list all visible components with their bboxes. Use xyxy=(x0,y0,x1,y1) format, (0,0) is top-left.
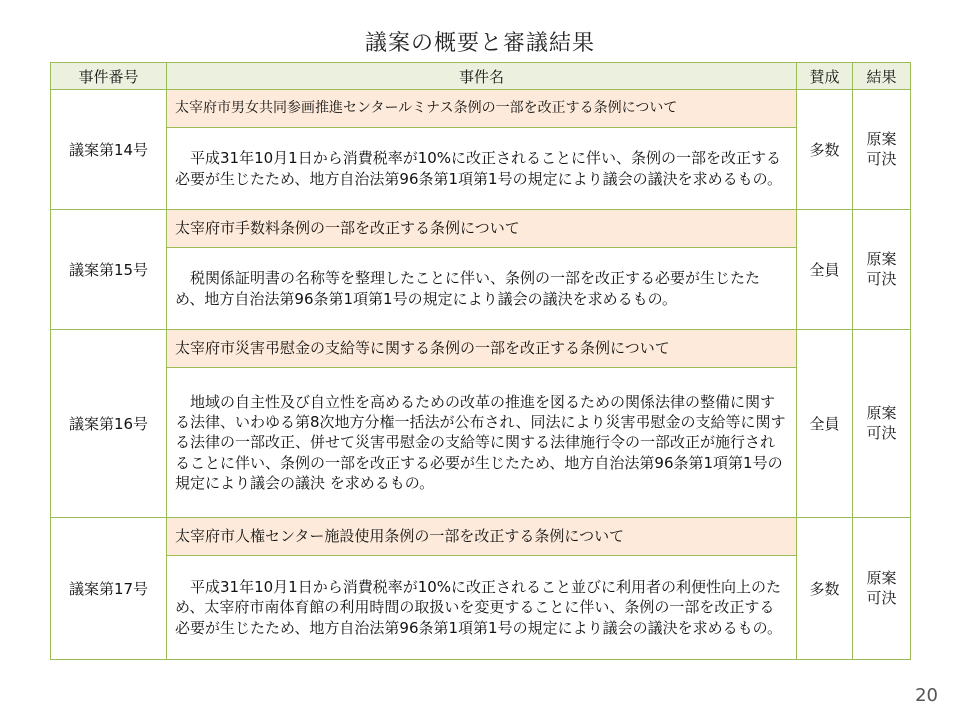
decision-line2: 可決 xyxy=(866,149,897,168)
agenda-table xyxy=(50,62,911,660)
table-row-detail xyxy=(51,368,911,518)
table-header-row xyxy=(51,63,911,90)
table-row-detail xyxy=(51,128,911,210)
case-name: 太宰府市手数料条例の一部を改正する条例について xyxy=(167,210,797,248)
case-number: 議案第14号 xyxy=(51,90,167,210)
case-description: 地域の自主性及び自立性を高めるための改革の推進を図るための関係法律の整備に関する法律、いわゆる第8次地方分権一括法が公布され、同法により災害弔慰金の支給等に関する法律の一部改正、併せて災害弔慰金の支給等に関する法律施行令の一部改正が施行されることに伴い、条例の一部を改正する必要が生じたため、地方自治法第96条第1項第1号の規定により議会の議決 を求めるもの。 xyxy=(167,368,797,518)
header-name: 事件名 xyxy=(167,63,797,90)
case-number: 議案第15号 xyxy=(51,210,167,330)
case-number: 議案第16号 xyxy=(51,330,167,518)
header-vote: 賛成 xyxy=(797,63,853,90)
case-number: 議案第17号 xyxy=(51,518,167,660)
vote-result: 多数 xyxy=(797,518,853,660)
decision xyxy=(853,210,911,330)
page-number: 20 xyxy=(915,685,938,706)
case-description: 平成31年10月1日から消費税率が10%に改正されること並びに利用者の利便性向上のため、太宰府市南体育館の利用時間の取扱いを変更することに伴い、条例の一部を改正する必要が生じたため、地方自治法第96条第1項第1号の規定により議会の議決を求めるもの。 xyxy=(167,556,797,660)
table-row-detail xyxy=(51,556,911,660)
case-name: 太宰府市人権センター施設使用条例の一部を改正する条例について xyxy=(167,518,797,556)
vote-result: 多数 xyxy=(797,90,853,210)
decision-line2: 可決 xyxy=(866,588,897,607)
table-row xyxy=(51,330,911,368)
header-number: 事件番号 xyxy=(51,63,167,90)
decision-line1: 原案 xyxy=(866,250,897,268)
table-row xyxy=(51,90,911,128)
case-description: 平成31年10月1日から消費税率が10%に改正されることに伴い、条例の一部を改正する必要が生じたため、地方自治法第96条第1項第1号の規定により議会の議決を求めるもの。 xyxy=(167,128,797,210)
decision-line1: 原案 xyxy=(866,569,897,587)
decision xyxy=(853,330,911,518)
table-row xyxy=(51,210,911,248)
decision-line1: 原案 xyxy=(866,130,897,148)
page-title: 議案の概要と審議結果 xyxy=(364,31,595,56)
case-name: 太宰府市男女共同参画推進センタールミナス条例の一部を改正する条例について xyxy=(167,90,797,128)
vote-result: 全員 xyxy=(797,210,853,330)
case-name: 太宰府市災害弔慰金の支給等に関する条例の一部を改正する条例について xyxy=(167,330,797,368)
decision-line2: 可決 xyxy=(866,423,897,442)
table-row xyxy=(51,518,911,556)
header-result: 結果 xyxy=(853,63,911,90)
vote-result: 全員 xyxy=(797,330,853,518)
decision-line2: 可決 xyxy=(866,269,897,288)
table-row-detail xyxy=(51,248,911,330)
decision xyxy=(853,518,911,660)
decision-line1: 原案 xyxy=(866,404,897,422)
case-description: 税関係証明書の名称等を整理したことに伴い、条例の一部を改正する必要が生じたため、地方自治法第96条第1項第1号の規定により議会の議決を求めるもの。 xyxy=(167,248,797,330)
decision xyxy=(853,90,911,210)
